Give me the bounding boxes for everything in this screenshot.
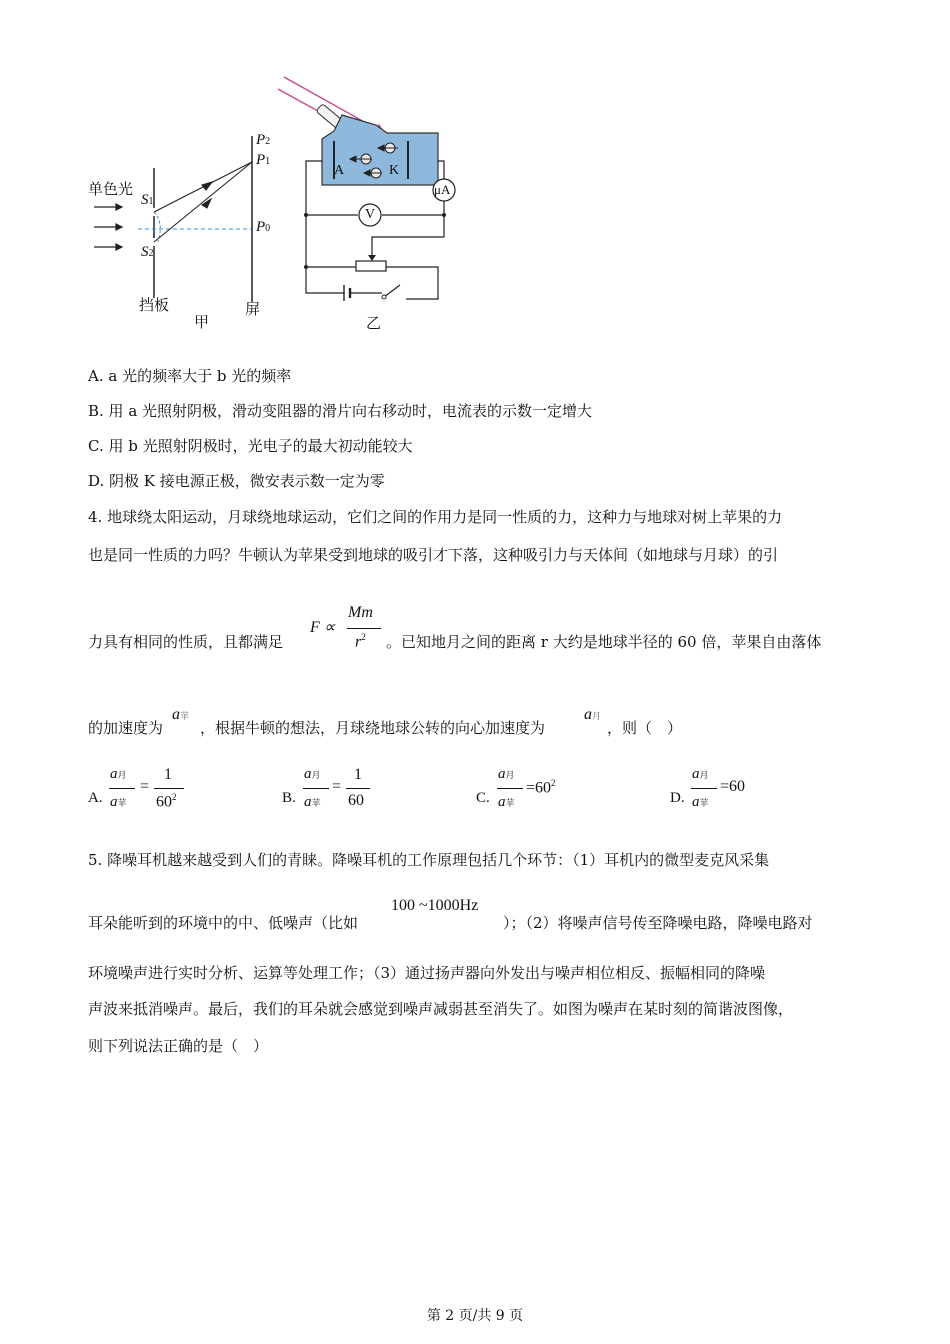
q5-line-3: 环境噪声进行实时分析、运算等处理工作；（3）通过扬声器向外发出与噪声相位相反、振幅相同的降噪	[88, 964, 766, 982]
q5-line-4: 声波来抵消噪声。最后，我们的耳朵就会感觉到噪声减弱甚至消失了。如图为噪声在某时刻的简谐波图像，	[88, 1000, 794, 1018]
q3-option-c: C. 用 b 光照射阴极时，光电子的最大初动能较大	[88, 437, 413, 455]
q3-option-a: A. a 光的频率大于 b 光的频率	[88, 367, 292, 385]
q3-option-b: B. 用 a 光照射阴极，滑动变阻器的滑片向右移动时，电流表的示数一定增大	[88, 402, 593, 420]
q4-a-apple: a苹	[172, 706, 190, 723]
q3-option-d: D. 阴极 K 接电源正极，微安表示数一定为零	[88, 472, 385, 490]
q4-line-4-pre: 的加速度为	[88, 719, 164, 737]
q4-line-2: 也是同一性质的力吗？牛顿认为苹果受到地球的吸引才下落，这种吸引力与天体间（如地球与月球）的引	[88, 546, 779, 564]
q4-line-4-mid: ，根据牛顿的想法，月球绕地球公转的向心加速度为	[200, 719, 546, 737]
anode-label: A	[334, 163, 345, 178]
q4-line-3-post: 。已知地月之间的距离 r 大约是地球半径的 60 倍，苹果自由落体	[386, 633, 822, 651]
q4-formula-fraction: Mm $r^2$	[347, 604, 383, 652]
q5-line-2-pre: 耳朵能听到的环境中的中、低噪声（比如	[88, 914, 359, 932]
figure-jia-caption: 甲	[194, 313, 210, 331]
q4-line-4-post: ，则（ ）	[607, 719, 683, 737]
q5-frequency-range: 100 ~1000Hz	[391, 897, 479, 914]
p0-label: P0	[256, 219, 271, 235]
page-footer: 第 2 页/共 9 页	[426, 1308, 524, 1324]
microammeter-label: μA	[434, 182, 451, 197]
p2-label: P2	[256, 132, 271, 148]
screen-label: 屏	[245, 300, 261, 318]
q4-line-3-pre: 力具有相同的性质，且都满足	[88, 633, 284, 651]
voltmeter-label: V	[365, 207, 376, 222]
q4-line-1: 4. 地球绕太阳运动，月球绕地球运动，它们之间的作用力是同一性质的力，这种力与地球对树上苹果的力	[88, 508, 783, 526]
q4-option-b: B. a月 a苹 = 1 60	[282, 764, 392, 814]
q4-option-d: D. a月 a苹 =60	[670, 766, 746, 810]
cathode-label: K	[389, 163, 400, 178]
q5-line-2-post: ）；（2）将噪声信号传至降噪电路，降噪电路对	[503, 914, 813, 932]
figure-yi-caption: 乙	[366, 314, 382, 332]
p1-label: P1	[256, 152, 271, 168]
q4-option-a: A. a月 a苹 = 1 $60^2$	[88, 764, 198, 814]
q5-line-1: 5. 降噪耳机越来越受到人们的青睐。降噪耳机的工作原理包括几个环节：（1）耳机内的微型麦克风采集	[88, 851, 770, 869]
s2-label: S2	[141, 244, 154, 260]
q4-a-moon: a月	[584, 706, 602, 723]
barrier-label: 挡板	[139, 296, 170, 314]
q4-formula-f: F ∝	[310, 619, 336, 636]
monochrome-light-label: 单色光	[88, 180, 134, 198]
q4-option-c: C. a月 a苹 $=60^2$	[476, 766, 556, 810]
q5-line-5: 则下列说法正确的是（ ）	[88, 1037, 269, 1055]
s1-label: S1	[141, 192, 154, 208]
